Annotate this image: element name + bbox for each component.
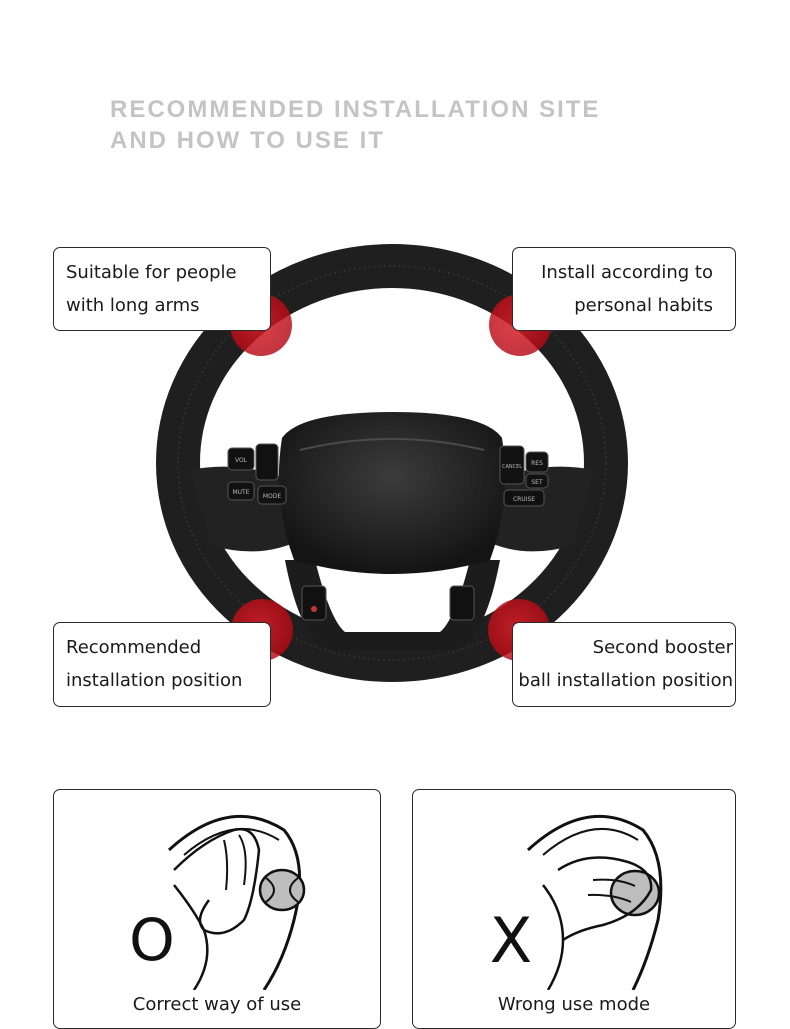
title-line-2: AND HOW TO USE IT [110,127,385,154]
correct-usage-illustration [54,790,382,990]
title-line-1: RECOMMENDED INSTALLATION SITE [110,96,601,123]
callout-top-right [512,247,736,331]
correct-usage-label: Correct way of use [132,994,302,1015]
callout-text-line: personal habits [574,295,713,316]
callout-top-left [53,247,271,331]
callout-text-line: Install according to [541,262,713,283]
svg-text:MODE: MODE [262,493,282,500]
callout-bottom-left [53,622,271,707]
callout-text-line: ball installation position [518,670,733,691]
wrong-usage-label: Wrong use mode [497,994,651,1015]
right-button-cluster [500,446,548,506]
callout-text-line: Suitable for people [66,262,237,283]
wheel-hub [279,412,505,574]
svg-text:CRUISE: CRUISE [512,496,536,503]
callout-bottom-right [512,622,736,707]
callout-text-line: Recommended [66,637,202,658]
wrong-mark: X [489,904,533,977]
svg-text:SET: SET [531,479,543,486]
svg-text:CANCEL: CANCEL [501,464,523,470]
svg-text:VOL: VOL [234,457,248,464]
correct-mark: O [129,906,175,974]
wrong-usage-card [412,789,736,1029]
booster-ball [260,870,304,910]
svg-text:MUTE: MUTE [232,489,250,496]
callout-text-line: Second booster [592,637,733,658]
wrong-usage-illustration [413,790,737,990]
correct-usage-card [53,789,381,1029]
callout-text-line: installation position [66,670,243,691]
callout-text-line: with long arms [66,295,200,316]
svg-text:RES: RES [531,460,543,467]
